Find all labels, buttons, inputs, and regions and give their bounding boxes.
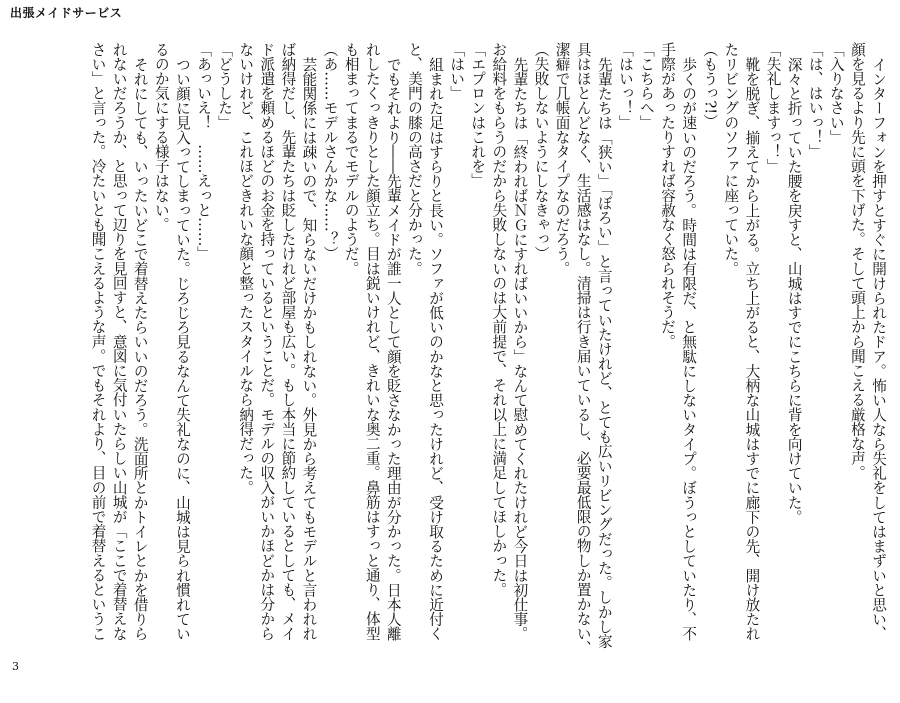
paragraph bbox=[446, 42, 467, 641]
text-line: 「入りなさい」 bbox=[827, 42, 845, 145]
text-line: ド派遣を頼めるほどのお金を持っているということだ。モデルの収入がいかほどかは分から bbox=[258, 42, 276, 641]
text-line: 深々と折っていた腰を戻すと、山城はすでにこちらに背を向けていた。 bbox=[785, 56, 803, 524]
text-line: れないだろうか、と思って辺りを見回すと、意図に気付いたらしい山城が「ここで着替えな bbox=[110, 42, 128, 641]
paragraph bbox=[467, 42, 488, 641]
paragraph bbox=[720, 42, 762, 641]
body-text bbox=[87, 42, 889, 656]
text-line: インターフォンを押すとすぐに開けられたドア。怖い人なら失礼をしてはまずいと思い、 bbox=[870, 56, 887, 641]
text-line: ば納得だし、先輩たちは貶したけれど部屋も広い。もし本当に節約しているとしても、メイ bbox=[279, 42, 297, 641]
text-line: も相まってまるでモデルのようだ。 bbox=[342, 42, 360, 276]
text-line: 「失礼しますっ！」 bbox=[764, 42, 782, 174]
paragraph bbox=[87, 42, 150, 641]
text-line: 歩くのが速いのだろう。時間は有限だ、と無駄にしないタイプ。ぼうっとしていたり、不 bbox=[680, 56, 698, 641]
text-line: お給料をもらうのだから失敗しないのは大前提で、それ以上に満足してほしかった。 bbox=[490, 42, 508, 597]
paragraph bbox=[636, 42, 657, 641]
text-line: と、美門の膝の高さだと分かった。 bbox=[405, 42, 423, 276]
text-line: 「こちらへ」 bbox=[637, 42, 655, 130]
text-line: 「はいっ！」 bbox=[616, 42, 634, 130]
running-title: 出張メイドサービス bbox=[10, 6, 123, 20]
paragraph bbox=[488, 42, 530, 641]
paragraph bbox=[762, 42, 783, 641]
paragraph bbox=[319, 42, 340, 641]
text-line: 組まれた足はすらりと長い。ソファが低いのかなと思ったけれど、受け取るために近付く bbox=[427, 56, 445, 641]
text-line: 靴を脱ぎ、揃えてから上がる。立ち上がると、大柄な山城はすでに廊下の先、開け放たれ bbox=[743, 56, 761, 641]
paragraph bbox=[151, 42, 193, 641]
text-line: たリビングのソファに座っていた。 bbox=[722, 42, 740, 276]
page-number: 3 bbox=[12, 660, 19, 673]
paragraph bbox=[847, 42, 889, 641]
paragraph bbox=[826, 42, 847, 641]
paragraph bbox=[193, 42, 214, 641]
text-line: （失敗しないようにしなきゃっ） bbox=[532, 42, 550, 261]
text-line: （もうっ?!） bbox=[701, 42, 719, 129]
text-line: 「はい」 bbox=[448, 42, 466, 101]
paragraph bbox=[404, 42, 446, 641]
paragraph bbox=[530, 42, 551, 641]
text-line: ないけれど、これほどきれいな顔と整ったスタイルなら納得だった。 bbox=[237, 42, 255, 495]
text-line: 「あっいえ！ ……えっと……」 bbox=[195, 42, 212, 261]
text-line: 潔癖で几帳面なタイプなのだろう。 bbox=[553, 42, 571, 276]
paragraph bbox=[214, 42, 235, 641]
text-line: 先輩たちは「狭い」「ぼろい」と言っていたけれど、とても広いリビングだった。しかし家 bbox=[595, 56, 613, 648]
paragraph bbox=[699, 42, 720, 641]
text-line: るのか気にする様子はない。 bbox=[152, 42, 170, 232]
paragraph bbox=[805, 42, 826, 641]
text-line: 「は、はいっ！」 bbox=[806, 42, 824, 159]
text-line: 先輩たちは「終わればＮＧにすればいいから」なんて慰めてくれたけれど今日は初仕事。 bbox=[511, 56, 529, 641]
text-line: 顔を見るより先に頭を下げた。そして頭上から聞こえる厳格な声。 bbox=[848, 42, 866, 480]
text-line: 「どうした」 bbox=[216, 42, 234, 130]
text-line: 芸能関係には疎いので、知らないだけかもしれない。外見から考えてもモデルと言われれ bbox=[300, 56, 318, 641]
text-line: それにしても、いったいどこで着替えたらいいのだろう。洗面所とかトイレとかを借りら bbox=[131, 56, 149, 641]
text-line: 「エプロンはこれを」 bbox=[469, 42, 487, 188]
paragraph bbox=[341, 42, 404, 641]
text-line: 具はほとんどなく、生活感はなし。清掃は行き届いているし、必要最低限の物しか置かない、 bbox=[574, 42, 592, 656]
text-line: （あ……モデルさんかな……？） bbox=[321, 42, 339, 261]
text-line: でもそれより――先輩メイドが誰一人として顔を貶さなかった理由が分かった。日本人離 bbox=[384, 56, 402, 641]
paragraph bbox=[784, 42, 805, 641]
paragraph bbox=[552, 42, 615, 656]
paragraph bbox=[235, 42, 319, 641]
paragraph bbox=[615, 42, 636, 641]
text-line: 手際があったりすれば容赦なく怒られそうだ。 bbox=[659, 42, 677, 349]
text-line: さい」と言った。冷たいとも聞こえるような声。でもそれより、目の前で着替えるというこ bbox=[89, 42, 107, 641]
text-line: つい顔に見入ってしまっていた。じろじろ見るなんて失礼なのに、山城は見られ慣れてい bbox=[173, 56, 191, 641]
paragraph bbox=[657, 42, 699, 641]
text-line: れしたくっきりとした顔立ち。目は鋭いけれど、きれいな奥二重。鼻筋はすっと通り、体型 bbox=[363, 42, 381, 641]
